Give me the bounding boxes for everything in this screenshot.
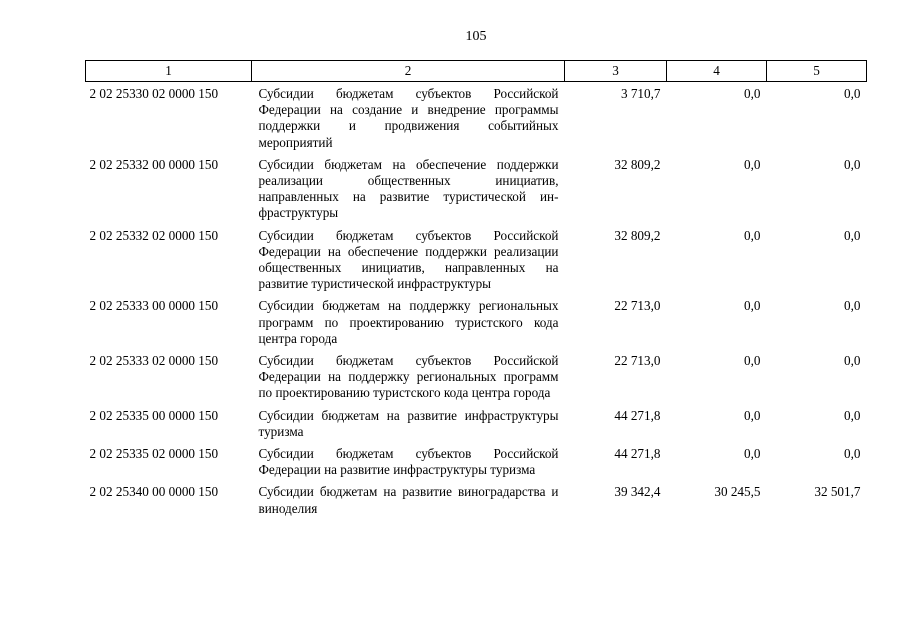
column-header-3: 3 [565,61,667,82]
table-body [86,82,867,519]
amount-col4-cell: 0,0 [744,298,761,314]
description-cell: Субсидии бюджетам на поддержку региональных программ по проектированию туристского кода центра города [258,298,559,346]
description-cell: Субсидии бюджетам субъектов Российской Федерации на поддержку региональных программ по проектированию туристского кода центра города [258,353,559,401]
header-row [86,61,867,82]
page-number: 105 [465,29,487,44]
table-row [86,294,867,349]
amount-col5-cell: 0,0 [844,156,861,172]
amount-col3-cell: 32 809,2 [614,227,661,243]
amount-col5-cell: 0,0 [844,86,861,101]
table-row [86,82,867,153]
table-row [86,480,867,518]
table-row [86,153,867,224]
table-row [86,442,867,480]
table-row [86,349,867,404]
amount-col5-cell: 0,0 [844,446,861,462]
amount-col5-cell: 0,0 [844,353,861,369]
description-cell: Субсидии бюджетам субъектов Российской Федерации на обеспечение поддержки реализации общественных инициатив, направленных на развитие туристической инфраструктуры [258,227,559,292]
amount-col3-cell: 44 271,8 [614,446,661,462]
description-cell: Субсидии бюджетам субъектов Российской Федерации на создание и внедрение программы поддержки и продвижения событийных мероприятий [258,86,559,150]
budget-code-cell: 2 02 25335 00 0000 150 [89,407,219,423]
amount-col4-cell: 0,0 [744,156,761,172]
budget-code-cell: 2 02 25332 02 0000 150 [89,227,219,243]
budget-code-cell: 2 02 25330 02 0000 150 [89,86,219,101]
description-cell: Субсидии бюджетам на обеспечение поддержки реализации общественных инициатив, направленных на развитие туристической инфраструктуры [258,156,559,221]
amount-col3-cell: 39 342,4 [614,484,661,500]
amount-col3-cell: 44 271,8 [614,407,661,423]
amount-col4-cell: 0,0 [744,227,761,243]
column-header-4: 4 [667,61,767,82]
amount-col3-cell: 32 809,2 [614,156,661,172]
table-header [86,61,867,82]
amount-col5-cell: 0,0 [844,407,861,423]
amount-col5-cell: 0,0 [844,227,861,243]
amount-col4-cell: 0,0 [744,446,761,462]
budget-code-cell: 2 02 25333 00 0000 150 [89,298,219,314]
column-header-5: 5 [767,61,867,82]
amount-col5-cell: 0,0 [844,298,861,314]
amount-col5-cell: 32 501,7 [814,484,861,500]
budget-code-cell: 2 02 25332 00 0000 150 [89,156,219,172]
amount-col4-cell: 30 245,5 [714,484,761,500]
amount-col4-cell: 0,0 [744,86,761,101]
description-cell: Субсидии бюджетам на развитие виноградарства и виноделия [258,484,559,516]
budget-code-cell: 2 02 25340 00 0000 150 [89,484,219,500]
amount-col3-cell: 22 713,0 [614,353,661,369]
description-cell: Субсидии бюджетам на развитие инфраструктуры туризма [258,407,559,439]
amount-col4-cell: 0,0 [744,353,761,369]
amount-col3-cell: 3 710,7 [620,86,661,101]
budget-code-cell: 2 02 25335 02 0000 150 [89,446,219,462]
table-row [86,224,867,295]
budget-code-cell: 2 02 25333 02 0000 150 [89,353,219,369]
column-header-1: 1 [86,61,252,82]
amount-col3-cell: 22 713,0 [614,298,661,314]
table-row [86,404,867,442]
amount-col4-cell: 0,0 [744,407,761,423]
column-header-2: 2 [252,61,565,82]
description-cell: Субсидии бюджетам субъектов Российской Федерации на развитие инфраструктуры туризма [258,446,559,478]
budget-table [85,60,867,519]
